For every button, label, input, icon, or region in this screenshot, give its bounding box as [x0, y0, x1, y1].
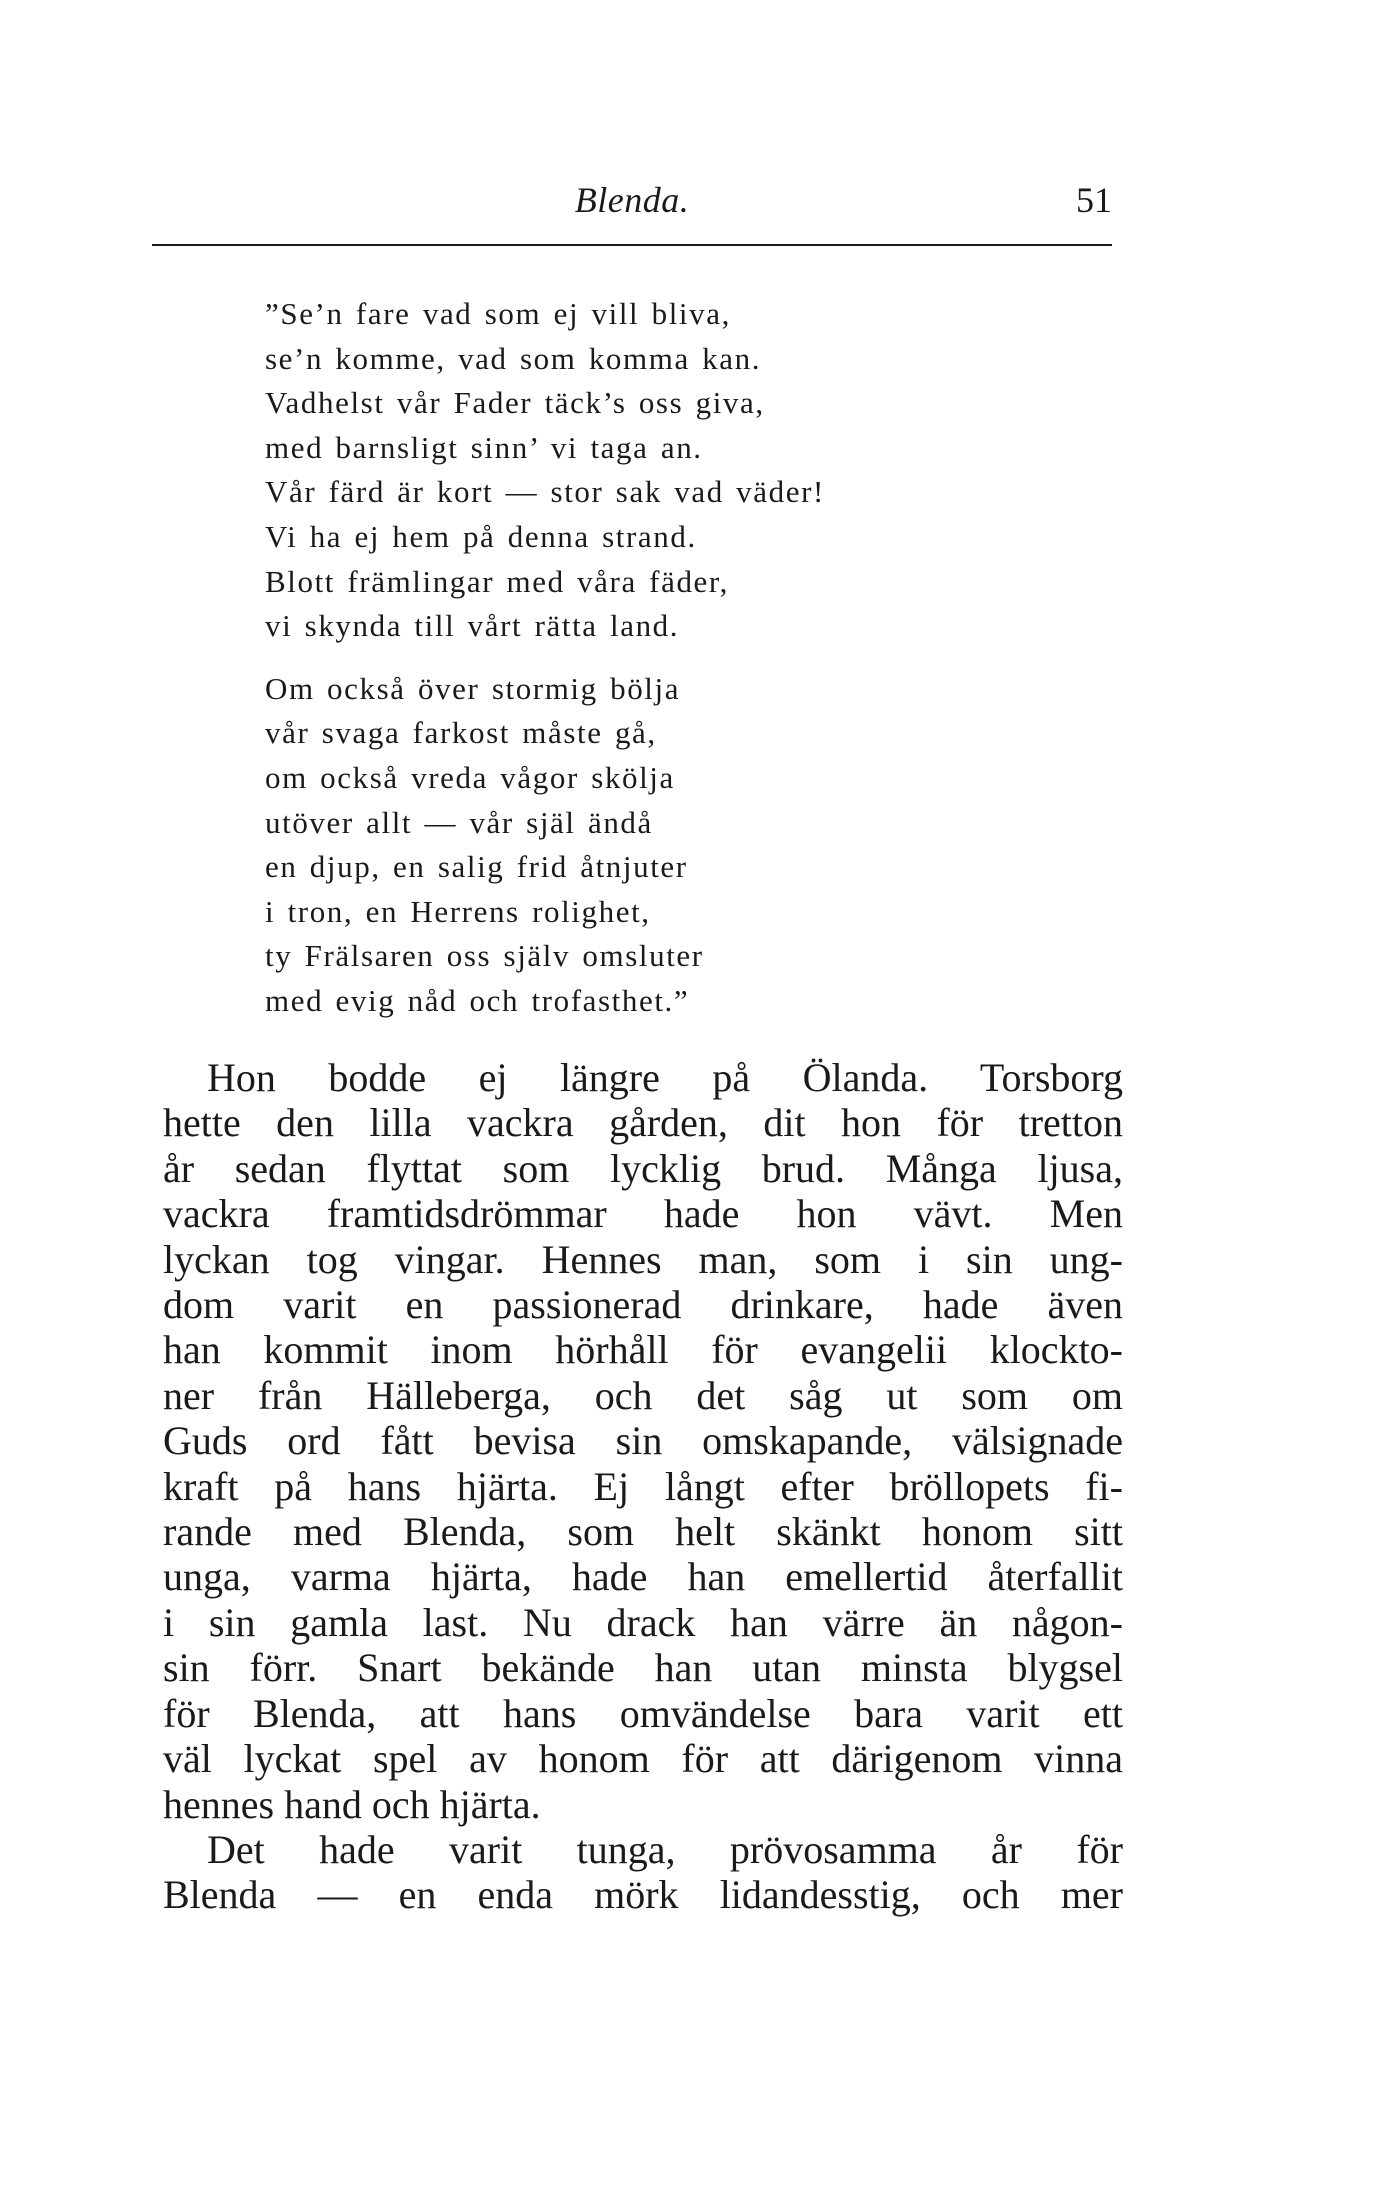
header-rule [152, 244, 1112, 246]
poem-line: med evig nåd och trofasthet.” [265, 982, 690, 1018]
poem-line: i tron, en Herrens rolighet, [265, 893, 651, 929]
prose-line: hennes hand och hjärta. [163, 1781, 541, 1827]
poem-line: Vår färd är kort — stor sak vad väder! [265, 474, 825, 510]
poem-line: Blott främlingar med våra fäder, [265, 563, 729, 599]
prose-line: sin förr. Snart bekände han utan minsta blygsel [163, 1645, 1123, 1691]
prose-line: unga, varma hjärta, hade han emellertid återfallit [163, 1554, 1123, 1600]
poem-line: vi skynda till vårt rätta land. [265, 608, 680, 644]
prose-line: väl lyckat spel av honom för att därigenom vinna [163, 1736, 1123, 1782]
running-title: Blenda. [574, 180, 690, 220]
prose-line: i sin gamla last. Nu drack han värre än någon- [163, 1599, 1123, 1645]
poem-line: Vi ha ej hem på denna strand. [265, 518, 697, 554]
paragraph-1 [163, 1055, 1123, 1827]
prose-line: år sedan flyttat som lycklig brud. Många ljusa, [163, 1145, 1123, 1191]
poem-stanza-1 [265, 292, 1025, 649]
prose-line: dom varit en passionerad drinkare, hade även [163, 1282, 1123, 1328]
poem-line: Om också över stormig bölja [265, 670, 681, 706]
poem-line: en djup, en salig frid åtnjuter [265, 849, 688, 885]
prose-line: kraft på hans hjärta. Ej långt efter bröllopets fi- [163, 1463, 1123, 1509]
poem-line: om också vreda vågor skölja [265, 759, 675, 795]
prose-line: vackra framtidsdrömmar hade hon vävt. Men [163, 1191, 1123, 1237]
poem-line: utöver allt — vår själ ändå [265, 804, 653, 840]
prose-line: Det hade varit tunga, prövosamma år för [207, 1826, 1123, 1872]
prose-line: Blenda — en enda mörk lidandesstig, och mer [163, 1872, 1123, 1918]
running-head [152, 175, 1112, 235]
poem-line: med barnsligt sinn’ vi taga an. [265, 429, 703, 465]
prose-line: han kommit inom hörhåll för evangelii klockto- [163, 1327, 1123, 1373]
paragraph-2 [163, 1827, 1123, 1918]
poem-line: ty Frälsaren oss själv omsluter [265, 938, 704, 974]
poem-stanza-2 [265, 667, 1025, 1024]
poem-line: se’n komme, vad som komma kan. [265, 340, 762, 376]
poem [265, 292, 1025, 1042]
prose-line: Hon bodde ej längre på Ölanda. Torsborg [207, 1055, 1123, 1100]
prose-line: hette den lilla vackra gården, dit hon för tretton [163, 1100, 1123, 1146]
poem-line: Vadhelst vår Fader täck’s oss giva, [265, 385, 765, 421]
prose-text [163, 1055, 1123, 1918]
poem-line: ”Se’n fare vad som ej vill bliva, [265, 296, 731, 331]
page-number: 51 [1076, 180, 1112, 220]
prose-line: för Blenda, att hans omvändelse bara varit ett [163, 1690, 1123, 1736]
prose-line: lyckan tog vingar. Hennes man, som i sin ung- [163, 1236, 1123, 1282]
prose-line: Guds ord fått bevisa sin omskapande, välsignade [163, 1418, 1123, 1464]
prose-line: ner från Hälleberga, och det såg ut som om [163, 1372, 1123, 1418]
poem-line: vår svaga farkost måste gå, [265, 715, 657, 751]
prose-line: rande med Blenda, som helt skänkt honom sitt [163, 1509, 1123, 1555]
